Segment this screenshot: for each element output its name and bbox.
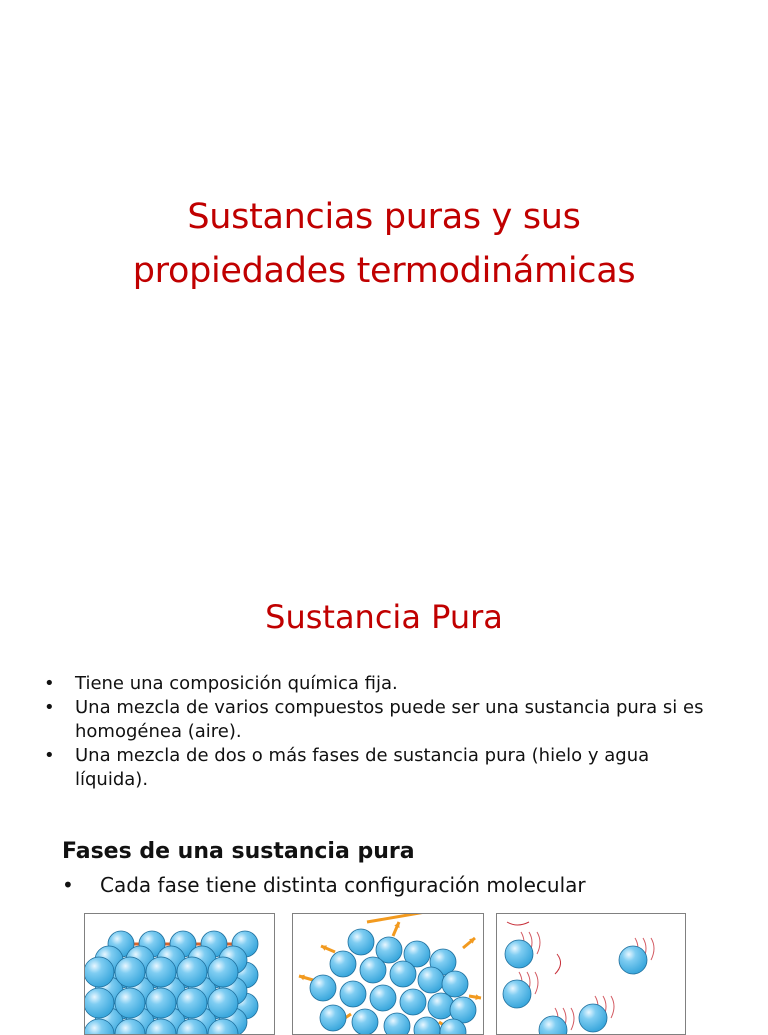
- molecule-sphere: [503, 980, 531, 1008]
- molecule-sphere: [414, 1017, 440, 1034]
- molecule-sphere: [177, 957, 207, 987]
- molecule-sphere: [85, 957, 114, 987]
- molecule-sphere: [115, 988, 145, 1018]
- molecule-sphere: [505, 940, 533, 968]
- motion-trail: [507, 922, 529, 925]
- molecule-sphere: [390, 961, 416, 987]
- molecule-sphere: [208, 957, 238, 987]
- gas-phase-figure: [496, 913, 686, 1035]
- slide-title-line-1: Sustancias puras y sus: [187, 197, 581, 237]
- molecule-sphere: [400, 989, 426, 1015]
- slide-title: [0, 190, 768, 298]
- molecule-sphere: [85, 988, 114, 1018]
- solid-phase-lattice-icon: [85, 914, 274, 1034]
- bullet-dot-icon: •: [44, 745, 55, 766]
- molecule-sphere: [115, 957, 145, 987]
- bullet-dot-icon: •: [44, 673, 55, 694]
- motion-trail: [611, 996, 614, 1018]
- molecule-sphere: [208, 988, 238, 1018]
- section-title: Sustancia Pura: [265, 598, 503, 636]
- motion-trail: [555, 954, 561, 974]
- molecule-sphere: [579, 1004, 607, 1032]
- molecule-sphere: [330, 951, 356, 977]
- molecule-sphere: [360, 957, 386, 983]
- bullet-text: Una mezcla de varios compuestos puede ser una sustancia pura si es homogénea (aire).: [75, 697, 704, 742]
- bullet-text: Tiene una composición química fija.: [75, 673, 398, 694]
- molecule-sphere: [340, 981, 366, 1007]
- motion-trail: [651, 938, 654, 960]
- list-item: [44, 696, 724, 744]
- gas-phase-molecules-icon: [497, 914, 685, 1034]
- bullet-text: Una mezcla de dos o más fases de sustancia pura (hielo y agua líquida).: [75, 745, 650, 790]
- bullet-list: [44, 672, 724, 792]
- molecule-sphere: [146, 988, 176, 1018]
- list-item: [62, 871, 586, 899]
- molecule-sphere: [442, 971, 468, 997]
- molecule-sphere: [428, 993, 454, 1019]
- molecule-sphere: [177, 988, 207, 1018]
- liquid-phase-molecules-icon: [293, 914, 483, 1034]
- motion-trail: [571, 1008, 574, 1030]
- motion-trail: [535, 972, 538, 994]
- motion-arrow: [367, 914, 437, 922]
- molecule-sphere: [539, 1016, 567, 1034]
- molecule-sphere: [310, 975, 336, 1001]
- motion-trail: [537, 932, 540, 954]
- bullet-dot-icon: •: [62, 873, 74, 897]
- slide-title-line-2: propiedades termodinámicas: [132, 251, 636, 291]
- bullet-dot-icon: •: [44, 697, 55, 718]
- molecule-sphere: [418, 967, 444, 993]
- list-item: [44, 672, 724, 696]
- molecule-sphere: [348, 929, 374, 955]
- list-item: [44, 744, 724, 792]
- bullet-text: Cada fase tiene distinta configuración molecular: [100, 873, 586, 897]
- molecule-sphere: [146, 957, 176, 987]
- molecule-sphere: [370, 985, 396, 1011]
- phases-heading: Fases de una sustancia pura: [62, 839, 415, 864]
- phases-bullet-list: [62, 871, 586, 899]
- molecule-sphere: [352, 1009, 378, 1034]
- solid-phase-figure: [84, 913, 275, 1035]
- liquid-phase-figure: [292, 913, 484, 1035]
- molecule-sphere: [320, 1005, 346, 1031]
- molecule-sphere: [619, 946, 647, 974]
